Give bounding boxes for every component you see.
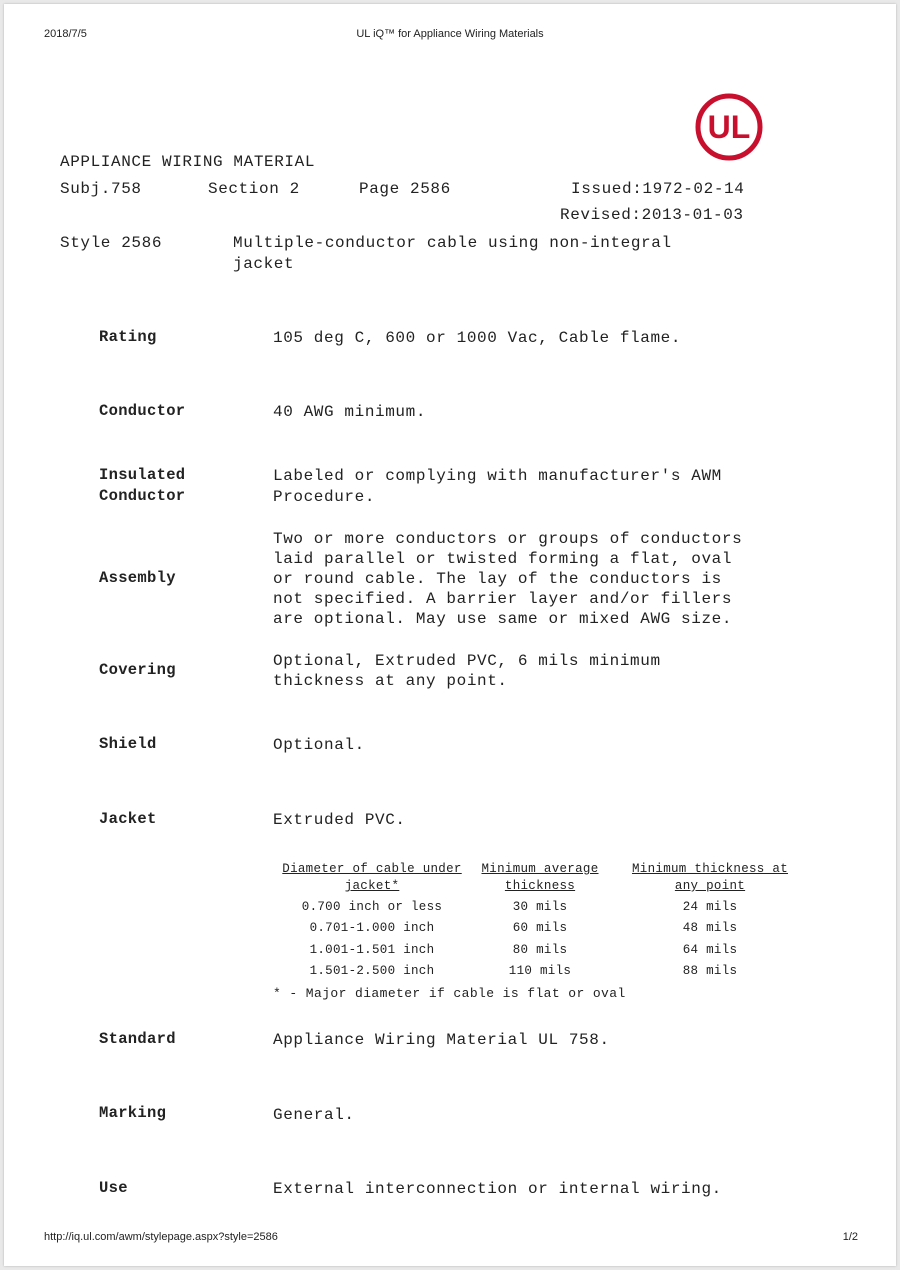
marking-label: Marking	[99, 1104, 167, 1122]
doc-style-desc: Multiple-conductor cable using non-integral	[233, 234, 672, 252]
table-header: Minimum average thickness	[481, 862, 599, 893]
covering-label: Covering	[99, 661, 176, 679]
table-cell: 48 mils	[682, 921, 738, 935]
table-cell: 30 mils	[512, 900, 568, 914]
ul-logo-text: UL	[707, 109, 751, 145]
standard-value: Appliance Wiring Material UL 758.	[273, 1031, 610, 1049]
print-url: http://iq.ul.com/awm/stylepage.aspx?style=2586	[44, 1231, 278, 1243]
table-cell: 0.701-1.000 inch	[309, 921, 435, 935]
shield-label: Shield	[99, 735, 157, 753]
assembly-value-1: Two or more conductors or groups of conductors	[273, 530, 743, 548]
doc-issued: Issued:1972-02-14	[571, 180, 745, 198]
conductor-value: 40 AWG minimum.	[273, 403, 427, 421]
table-cell: 110 mils	[508, 964, 572, 978]
doc-section: Section 2	[208, 180, 300, 198]
doc-page: Page 2586	[359, 180, 451, 198]
assembly-value-4: not specified. A barrier layer and/or fillers	[273, 590, 733, 608]
insulated-label-cont: Conductor	[99, 487, 186, 505]
table-cell: 1.501-2.500 inch	[309, 964, 435, 978]
insulated-label: Insulated	[99, 466, 186, 484]
insulated-value: Labeled or complying with manufacturer's AWM	[273, 467, 722, 485]
assembly-label: Assembly	[99, 569, 176, 587]
table-cell: 24 mils	[682, 900, 738, 914]
assembly-value-5: are optional. May use same or mixed AWG size.	[273, 610, 733, 628]
jacket-value: Extruded PVC.	[273, 811, 406, 829]
table-cell: 88 mils	[682, 964, 738, 978]
doc-revised: Revised:2013-01-03	[560, 206, 744, 224]
table-cell: 60 mils	[512, 921, 568, 935]
print-page-number: 1/2	[842, 1231, 858, 1243]
table-cell: 1.001-1.501 inch	[309, 943, 435, 957]
assembly-value-3: or round cable. The lay of the conductors is	[273, 570, 722, 588]
print-date: 2018/7/5	[44, 28, 87, 40]
use-label: Use	[99, 1179, 128, 1197]
table-cell: 0.700 inch or less	[301, 900, 443, 914]
document-page	[4, 4, 896, 1266]
doc-subject: Subj.758	[60, 180, 142, 198]
print-title: UL iQ™ for Appliance Wiring Materials	[356, 28, 544, 40]
doc-category: APPLIANCE WIRING MATERIAL	[60, 153, 316, 171]
covering-value-1: Optional, Extruded PVC, 6 mils minimum	[273, 652, 661, 670]
ul-logo	[694, 92, 764, 162]
rating-label: Rating	[99, 328, 157, 346]
table-cell: 64 mils	[682, 943, 738, 957]
shield-value: Optional.	[273, 736, 365, 754]
conductor-label: Conductor	[99, 402, 186, 420]
marking-value: General.	[273, 1106, 355, 1124]
table-header: Minimum thickness at any point	[631, 862, 789, 893]
table-footnote: * - Major diameter if cable is flat or oval	[273, 986, 626, 1001]
covering-value-2: thickness at any point.	[273, 672, 508, 690]
insulated-value-cont: Procedure.	[273, 488, 376, 506]
use-value: External interconnection or internal wiring.	[273, 1180, 722, 1198]
table-cell: 80 mils	[512, 943, 568, 957]
doc-style-desc-cont: jacket	[233, 255, 295, 273]
table-header: Diameter of cable under jacket*	[282, 862, 462, 893]
doc-style: Style 2586	[60, 234, 163, 252]
rating-value: 105 deg C, 600 or 1000 Vac, Cable flame.	[273, 329, 682, 347]
standard-label: Standard	[99, 1030, 176, 1048]
assembly-value-2: laid parallel or twisted forming a flat, oval	[273, 550, 733, 568]
jacket-label: Jacket	[99, 810, 157, 828]
